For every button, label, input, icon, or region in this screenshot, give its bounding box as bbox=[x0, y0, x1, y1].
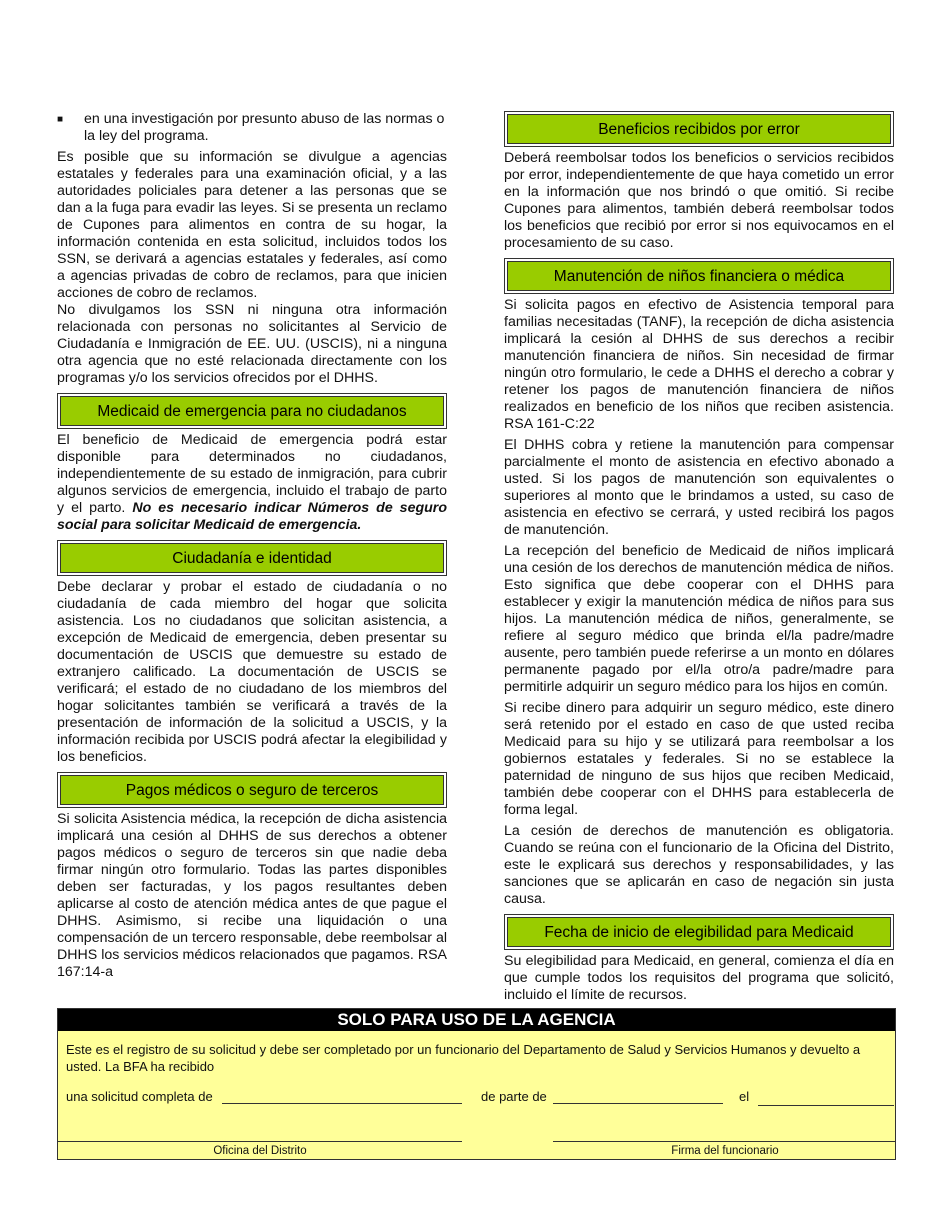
paragraph-emphasis: No es necesario indicar Números de seguro social para solicitar Medicaid de emergencia. bbox=[57, 500, 447, 533]
paragraph-manutencion-4: Si recibe dinero para adquirir un seguro médico, este dinero será retenido por el estado en caso de que usted reciba Medicaid para su hijo y se utilizará para reembolsar a los gobiernos estatales y federales. Si no se establece la paternidad de ninguno de sus hijos que reciben Medicaid, también debe cooperar con el DHHS para establecerla de forma legal. bbox=[504, 700, 894, 818]
section-header-fecha bbox=[504, 914, 894, 950]
parte-field-line[interactable] bbox=[553, 1103, 723, 1104]
section-header-beneficios bbox=[504, 111, 894, 147]
section-title: Fecha de inicio de elegibilidad para Medicaid bbox=[507, 917, 891, 947]
section-title: Medicaid de emergencia para no ciudadanos bbox=[60, 396, 444, 426]
paragraph-beneficios: Deberá reembolsar todos los beneficios o servicios recibidos por error, independientemente de que haya cometido un error en la información que nos brindó o que omitió. Si recibe Cupones para alimentos, también deberá reembolsar todos los beneficios que recibió por error si nos equivocamos en el procesamiento de su caso. bbox=[504, 150, 894, 251]
right-column bbox=[504, 111, 894, 1004]
oficina-field-line[interactable] bbox=[58, 1141, 462, 1142]
label-el: el bbox=[739, 1089, 750, 1104]
paragraph-pagos: Si solicita Asistencia médica, la recepción de dicha asistencia implicará una cesión al DHHS de sus derechos a obtener pagos médicos o seguro de terceros sin que nadie deba firmar ningún otro formulario. Todas las partes disponibles deben ser facturadas, y los pagos resultantes deben aplicarse al costo de atención médica antes de que pague el DHHS. Asimismo, si recibe una liquidación o una compensación de un tercero responsable, debe reembolsar al DHHS los servicios médicos relacionados que pagamos. RSA 167:14-a bbox=[57, 811, 447, 980]
left-column bbox=[57, 111, 447, 981]
agency-use-box bbox=[57, 1008, 896, 1160]
bullet-text: en una investigación por presunto abuso de las normas o la ley del programa. bbox=[84, 111, 445, 144]
paragraph-manutencion-3: La recepción del beneficio de Medicaid de niños implicará una cesión de los derechos de manutención médica de niños. Esto significa que debe cooperar con el DHHS para establecer y exigir la manutención médica de niños para sus hijos. La manutención médica de niños, generalmente, se refiere al seguro médico que brinda el/la padre/madre ausente, pero también puede referirse a un monto en dólares permanente pagado por el/la otro/a padre/madre para permitirle adquirir un seguro médico para los hijos en común. bbox=[504, 543, 894, 695]
paragraph-fecha: Su elegibilidad para Medicaid, en general, comienza el día en que cumple todos los requisitos del programa que solicitó, incluido el límite de recursos. bbox=[504, 953, 894, 1003]
paragraph-divulgacion: Es posible que su información se divulgue a agencias estatales y federales para una examinación oficial, y a las autoridades policiales para detener a las personas que se dan a la fuga para evadir las leyes. Si se presenta un reclamo de Cupones para alimentos en contra de su hogar, la información contenida en esta solicitud, incluidos todos los SSN, se derivará a agencias estatales y federales, así como a agencias privadas de cobro de reclamos, para que inicien acciones de cobro de reclamos. bbox=[57, 149, 447, 301]
section-header-medicaid bbox=[57, 393, 447, 429]
section-header-pagos bbox=[57, 772, 447, 808]
label-parte: de parte de bbox=[481, 1089, 547, 1104]
section-title: Manutención de niños financiera o médica bbox=[507, 261, 891, 291]
caption-firma: Firma del funcionario bbox=[671, 1145, 779, 1157]
paragraph-text: El beneficio de Medicaid de emergencia podrá estar disponible para determinados no ciudadanos, independientemente de su estado de inmigración, para cubrir algunos servicios de emergencia, incluido el trabajo de parto y el parto. bbox=[57, 432, 447, 516]
solicitud-field-line[interactable] bbox=[222, 1103, 462, 1104]
paragraph-manutencion-5: La cesión de derechos de manutención es obligatoria. Cuando se reúna con el funcionario de la Oficina del Distrito, este le explicará sus derechos y responsabilidades, y las sanciones que se aplicarán en caso de negación sin justa causa. bbox=[504, 823, 894, 907]
paragraph-manutencion-1: Si solicita pagos en efectivo de Asistencia temporal para familias necesitadas (TANF), la recepción de dicha asistencia implicará la cesión al DHHS de sus derechos a recibir manutención financiera de niños. Sin necesidad de firmar ningún otro formulario, le cede a DHHS el derecho a cobrar y retener los pagos de manutención financiera de niños realizados en beneficio de los niños que reciben asistencia. RSA 161-C:22 bbox=[504, 297, 894, 432]
section-title: Ciudadanía e identidad bbox=[60, 543, 444, 573]
agency-text: Este es el registro de su solicitud y debe ser completado por un funcionario del Departamento de Salud y Servicios Humanos y devuelto a usted. La BFA ha recibido bbox=[66, 1042, 861, 1074]
paragraph-medicaid bbox=[57, 432, 447, 534]
section-title: Pagos médicos o seguro de terceros bbox=[60, 775, 444, 805]
agency-title: SOLO PARA USO DE LA AGENCIA bbox=[58, 1009, 895, 1031]
fecha-field-line[interactable] bbox=[758, 1105, 894, 1106]
bullet-item bbox=[57, 111, 447, 145]
section-header-ciudadania bbox=[57, 540, 447, 576]
paragraph-manutencion-2: El DHHS cobra y retiene la manutención para compensar parcialmente el monto de asistencia en efectivo abonado a usted. Si los pagos de manutención son equivalentes o superiores al monto que le brindamos a usted, su caso de asistencia en efectivo se cerrará, y usted recibirá los pagos de manutención. bbox=[504, 437, 894, 538]
section-header-manutencion bbox=[504, 258, 894, 294]
paragraph-ssn: No divulgamos los SSN ni ninguna otra información relacionada con personas no solicitantes al Servicio de Ciudadanía e Inmigración de EE. UU. (USCIS), ni a ninguna otra agencia que no esté relacionada directamente con los programas y/o los servicios ofrecidos por el DHHS. bbox=[57, 302, 447, 386]
paragraph-ciudadania: Debe declarar y probar el estado de ciudadanía o no ciudadanía de cada miembro del hogar que solicita asistencia. Los no ciudadanos que solicitan asistencia, a excepción de Medicaid de emergencia, deben presentar su documentación de USCIS que demuestre su estado de extranjero calificado. La documentación de USCIS se verificará; el estado de no ciudadano de los miembros del hogar solicitantes también se verificará a través de la presentación de información de la solicitud a USCIS, y la información recibida por USCIS podrá afectar la elegibilidad y los beneficios. bbox=[57, 579, 447, 765]
label-solicitud: una solicitud completa de bbox=[66, 1089, 213, 1104]
section-title: Beneficios recibidos por error bbox=[507, 114, 891, 144]
caption-oficina: Oficina del Distrito bbox=[213, 1145, 307, 1157]
bullet-square-icon: ■ bbox=[57, 114, 64, 125]
firma-field-line[interactable] bbox=[553, 1141, 895, 1142]
